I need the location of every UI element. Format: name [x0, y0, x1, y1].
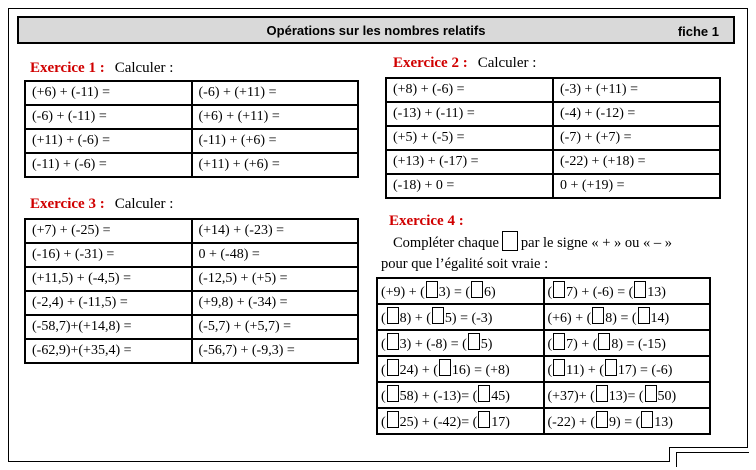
expression-segment: 17) = (-6) — [617, 363, 673, 378]
expression-cell: (+11,5) + (-4,5) = — [25, 267, 192, 291]
expression-cell: (-22) + (+18) = — [553, 150, 720, 174]
sign-input-box[interactable] — [553, 281, 565, 298]
exercise-2-instruction: Calculer : — [477, 55, 537, 71]
expression-cell — [544, 382, 711, 408]
expression-cell: (+14) + (-23) = — [192, 219, 359, 243]
expression-segment: 13) — [654, 415, 673, 430]
expression-segment: 45) — [491, 389, 510, 404]
expression-cell: (-7) + (+7) = — [553, 126, 720, 150]
expression-segment: ( — [381, 363, 386, 378]
expression-segment: 17) — [491, 415, 510, 430]
table-row — [386, 174, 720, 198]
expression-cell: (-6) + (+11) = — [192, 81, 359, 105]
expression-cell: (+6) + (+11) = — [192, 105, 359, 129]
expression-cell: (-2,4) + (-11,5) = — [25, 291, 192, 315]
expression-cell — [544, 408, 711, 434]
exercise-1-instruction: Calculer : — [114, 60, 174, 76]
table-row — [25, 291, 358, 315]
expression-cell: (+11) + (-6) = — [25, 129, 192, 153]
table-row — [25, 243, 358, 267]
expression-segment: ( — [547, 363, 553, 378]
expression-cell — [544, 278, 711, 304]
table-row — [386, 102, 720, 126]
exercise-2-table — [385, 77, 721, 199]
expression-segment: ( — [381, 389, 386, 404]
table-row — [25, 267, 358, 291]
table-row — [25, 339, 358, 363]
expression-segment: 3) = ( — [438, 285, 471, 300]
exercise-2-label: Exercice 2 : — [393, 55, 468, 71]
expression-segment: 5) = (-3) — [444, 311, 493, 326]
sign-input-box[interactable] — [387, 333, 399, 350]
expression-cell: (-16) + (-31) = — [25, 243, 192, 267]
sign-input-box[interactable] — [638, 307, 650, 324]
sign-input-box[interactable] — [645, 385, 657, 402]
sign-input-box[interactable] — [592, 307, 604, 324]
expression-segment: (+37)+ ( — [547, 389, 595, 404]
table-row — [25, 153, 358, 177]
table-row — [386, 150, 720, 174]
table-row — [377, 382, 710, 408]
expression-cell: (+8) + (-6) = — [386, 78, 553, 102]
expression-segment: 8) + ( — [399, 311, 431, 326]
expression-segment: ( — [381, 415, 386, 430]
table-row — [377, 278, 710, 304]
expression-segment: 3) + (-8) = ( — [399, 337, 467, 352]
sign-input-box[interactable] — [596, 385, 608, 402]
table-row — [25, 105, 358, 129]
expression-segment: 8) = ( — [605, 311, 637, 326]
exercise-1-table — [24, 80, 359, 178]
exercise-4-instruction-end: par le signe « + » ou « – » — [520, 235, 673, 251]
sign-input-box[interactable] — [387, 385, 399, 402]
expression-cell: (-3) + (+11) = — [553, 78, 720, 102]
table-row — [25, 219, 358, 243]
table-row — [377, 330, 710, 356]
table-row — [377, 304, 710, 330]
sign-input-box[interactable] — [387, 411, 399, 428]
sign-input-box[interactable] — [439, 359, 451, 376]
expression-cell — [377, 382, 544, 408]
exercise-3-table — [24, 218, 359, 364]
expression-segment: (+9) + ( — [381, 285, 425, 300]
sign-input-box[interactable] — [426, 281, 438, 298]
empty-box-icon — [502, 231, 518, 251]
expression-cell: (-18) + 0 = — [386, 174, 553, 198]
expression-segment: 11) + ( — [566, 363, 604, 378]
expression-cell: (+13) + (-17) = — [386, 150, 553, 174]
expression-cell: (-58,7)+(+14,8) = — [25, 315, 192, 339]
sign-input-box[interactable] — [605, 359, 617, 376]
expression-cell: (-62,9)+(+35,4) = — [25, 339, 192, 363]
expression-cell: (+6) + (-11) = — [25, 81, 192, 105]
expression-segment: (+6) + ( — [547, 311, 592, 326]
expression-segment: 7) + (-6) = ( — [566, 285, 634, 300]
expression-segment: (-22) + ( — [547, 415, 596, 430]
table-row — [25, 81, 358, 105]
expression-cell: (-5,7) + (+5,7) = — [192, 315, 359, 339]
expression-cell: (-6) + (-11) = — [25, 105, 192, 129]
sign-input-box[interactable] — [596, 411, 608, 428]
expression-cell: (-12,5) + (+5) = — [192, 267, 359, 291]
exercise-4-label: Exercice 4 : — [389, 213, 464, 229]
title-bar — [17, 16, 735, 44]
expression-segment: 5) — [480, 337, 493, 352]
sign-input-box[interactable] — [634, 281, 646, 298]
sign-input-box[interactable] — [471, 281, 483, 298]
table-row — [386, 78, 720, 102]
expression-cell — [544, 330, 711, 356]
expression-cell: (-4) + (-12) = — [553, 102, 720, 126]
expression-segment: 9) = ( — [609, 415, 641, 430]
table-row — [25, 315, 358, 339]
expression-segment: 6) — [484, 285, 496, 300]
expression-segment: 58) + (-13)= ( — [399, 389, 478, 404]
expression-cell: (-11) + (-6) = — [25, 153, 192, 177]
sign-input-box[interactable] — [553, 359, 565, 376]
expression-cell: (-11) + (+6) = — [192, 129, 359, 153]
expression-cell: (+5) + (-5) = — [386, 126, 553, 150]
sign-input-box[interactable] — [478, 411, 490, 428]
sign-input-box[interactable] — [387, 307, 399, 324]
sign-input-box[interactable] — [553, 333, 565, 350]
expression-cell: (-56,7) + (-9,3) = — [192, 339, 359, 363]
expression-cell: (+9,8) + (-34) = — [192, 291, 359, 315]
exercise-4-instruction-line-2: pour que l’égalité soit vraie : — [381, 256, 549, 272]
expression-segment: 24) + ( — [399, 363, 438, 378]
expression-segment: 7) + ( — [566, 337, 598, 352]
expression-segment: ( — [381, 337, 386, 352]
expression-cell: 0 + (-48) = — [192, 243, 359, 267]
exercise-1-label: Exercice 1 : — [30, 60, 105, 76]
page-fold-corner — [669, 447, 748, 462]
expression-cell — [544, 304, 711, 330]
page-title: Opérations sur les nombres relatifs — [266, 23, 486, 38]
exercise-4-instruction — [393, 231, 672, 252]
table-row — [386, 126, 720, 150]
sign-input-box[interactable] — [432, 307, 444, 324]
expression-cell — [544, 356, 711, 382]
expression-cell: 0 + (+19) = — [553, 174, 720, 198]
expression-segment: 8) = (-15) — [611, 337, 666, 352]
expression-cell: (-13) + (-11) = — [386, 102, 553, 126]
expression-cell — [377, 330, 544, 356]
exercise-3-heading — [30, 196, 173, 213]
sign-input-box[interactable] — [478, 385, 490, 402]
exercise-4-instruction-start: Compléter chaque — [393, 235, 499, 251]
expression-cell — [377, 356, 544, 382]
expression-segment: 25) + (-42)= ( — [399, 415, 478, 430]
exercise-3-label: Exercice 3 : — [30, 196, 105, 212]
sign-input-box[interactable] — [598, 333, 610, 350]
expression-segment: 14) — [650, 311, 670, 326]
expression-segment: 13) — [647, 285, 666, 300]
exercise-4-table — [376, 277, 711, 435]
expression-cell: (+7) + (-25) = — [25, 219, 192, 243]
expression-cell — [377, 278, 544, 304]
sign-input-box[interactable] — [387, 359, 399, 376]
expression-segment: ( — [547, 285, 553, 300]
table-row — [377, 356, 710, 382]
fiche-number: fiche 1 — [677, 24, 719, 39]
exercise-1-heading — [30, 60, 173, 77]
expression-cell: (+11) + (+6) = — [192, 153, 359, 177]
expression-segment: 50) — [657, 389, 677, 404]
expression-cell — [377, 408, 544, 434]
expression-segment: ( — [547, 337, 553, 352]
expression-segment: ( — [381, 311, 386, 326]
expression-cell — [377, 304, 544, 330]
table-row — [377, 408, 710, 434]
expression-segment: 13)= ( — [608, 389, 644, 404]
sign-input-box[interactable] — [468, 333, 480, 350]
exercise-2-heading — [393, 55, 536, 72]
table-row — [25, 129, 358, 153]
expression-segment: 16) = (+8) — [451, 363, 510, 378]
exercise-3-instruction: Calculer : — [114, 196, 174, 212]
sign-input-box[interactable] — [641, 411, 653, 428]
